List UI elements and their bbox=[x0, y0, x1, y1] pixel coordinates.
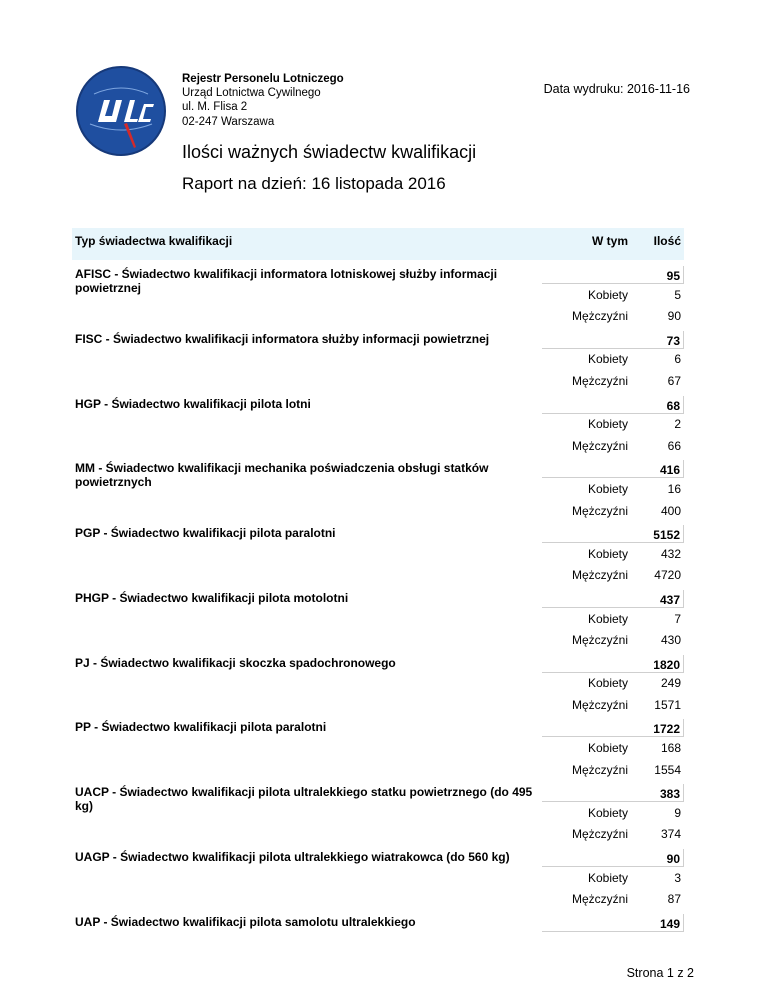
certificate-type-name: PHGP - Świadectwo kwalifikacji pilota motolotni bbox=[75, 590, 349, 605]
subrow bbox=[72, 627, 684, 649]
certificates-table bbox=[72, 228, 684, 929]
group-total: 90 bbox=[666, 852, 680, 867]
subrow-value: 1554 bbox=[654, 762, 681, 777]
group-total: 95 bbox=[666, 269, 680, 283]
group-row bbox=[72, 713, 684, 735]
subrow-value: 432 bbox=[660, 546, 681, 561]
subrow-value: 430 bbox=[660, 633, 681, 648]
header-type: Typ świadectwa kwalifikacji bbox=[75, 234, 233, 248]
certificate-type-name: PGP - Świadectwo kwalifikacji pilota paralotni bbox=[75, 526, 336, 541]
subrow bbox=[72, 886, 684, 908]
group-total: 437 bbox=[659, 592, 680, 607]
subrow-value: 4720 bbox=[654, 568, 681, 583]
subrow bbox=[72, 670, 684, 692]
group-row bbox=[72, 390, 684, 412]
subrow bbox=[72, 735, 684, 757]
subrow-value: 374 bbox=[660, 827, 681, 842]
certificate-type-name: HGP - Świadectwo kwalifikacji pilota lotni bbox=[75, 396, 311, 411]
subrow-value: 7 bbox=[674, 611, 681, 626]
subrow-value: 400 bbox=[660, 503, 681, 518]
subrow-label: Mężczyźni bbox=[571, 568, 628, 583]
org-line: Urząd Lotnictwa Cywilnego bbox=[182, 87, 321, 100]
subrow bbox=[72, 498, 684, 520]
subrow bbox=[72, 303, 684, 325]
subrow-value: 9 bbox=[674, 805, 681, 820]
certificate-group bbox=[72, 260, 684, 325]
subrow-value: 2 bbox=[674, 417, 681, 432]
subrow-label: Kobiety bbox=[587, 287, 628, 302]
group-total: 73 bbox=[666, 333, 680, 348]
subrow bbox=[72, 282, 684, 304]
subrow-value: 249 bbox=[660, 676, 681, 691]
subrow-value: 168 bbox=[660, 741, 681, 756]
subrow-value: 3 bbox=[674, 870, 681, 885]
org-name: Rejestr Personelu Lotniczego bbox=[182, 73, 344, 85]
subrow-value: 6 bbox=[674, 352, 681, 367]
header-including: W tym bbox=[592, 234, 628, 248]
certificate-type-name: AFISC - Świadectwo kwalifikacji informatora lotniskowej służby informacji powietrznej bbox=[75, 267, 498, 295]
certificate-type-name: PJ - Świadectwo kwalifikacji skoczka spadochronowego bbox=[75, 655, 396, 670]
subrow bbox=[72, 541, 684, 563]
certificate-group bbox=[72, 713, 684, 778]
subrow-label: Mężczyźni bbox=[571, 438, 628, 453]
subrow-label: Kobiety bbox=[587, 870, 628, 885]
certificate-group bbox=[72, 325, 684, 390]
subrow bbox=[72, 562, 684, 584]
certificate-type-name: UAP - Świadectwo kwalifikacji pilota samolotu ultralekkiego bbox=[75, 914, 416, 929]
certificate-group bbox=[72, 843, 684, 908]
certificate-type-name: MM - Świadectwo kwalifikacji mechanika poświadczenia obsługi statków powietrznych bbox=[75, 461, 489, 490]
subrow-label: Mężczyźni bbox=[571, 762, 628, 777]
subrow bbox=[72, 757, 684, 779]
subrow bbox=[72, 865, 684, 887]
subrow-value: 16 bbox=[667, 481, 681, 496]
subrow-label: Mężczyźni bbox=[571, 309, 628, 324]
subrow-label: Kobiety bbox=[587, 676, 628, 691]
subrow bbox=[72, 476, 684, 498]
certificate-type-name: UAGP - Świadectwo kwalifikacji pilota ultralekkiego wiatrakowca (do 560 kg) bbox=[75, 850, 510, 865]
certificate-group bbox=[72, 519, 684, 584]
certificate-group bbox=[72, 390, 684, 455]
group-total: 1820 bbox=[653, 657, 680, 672]
group-row bbox=[72, 325, 684, 347]
group-total: 1722 bbox=[653, 722, 680, 737]
subrow-value: 66 bbox=[667, 438, 681, 453]
subrow-value: 5 bbox=[674, 287, 681, 302]
report-title: Ilości ważnych świadectw kwalifikacji bbox=[182, 142, 477, 162]
certificate-group bbox=[72, 908, 684, 930]
subrow-label: Kobiety bbox=[587, 352, 628, 367]
report-subtitle: Raport na dzień: 16 listopada 2016 bbox=[182, 174, 446, 193]
subrow-label: Kobiety bbox=[587, 741, 628, 756]
certificate-group bbox=[72, 778, 684, 843]
subrow-label: Mężczyźni bbox=[571, 827, 628, 842]
subrow bbox=[72, 411, 684, 433]
group-row bbox=[72, 649, 684, 671]
subrow bbox=[72, 606, 684, 628]
subrow-value: 87 bbox=[667, 892, 681, 907]
certificate-group bbox=[72, 454, 684, 519]
certificate-type-name: PP - Świadectwo kwalifikacji pilota paralotni bbox=[75, 720, 327, 735]
subrow bbox=[72, 800, 684, 822]
subrow bbox=[72, 346, 684, 368]
group-row bbox=[72, 843, 684, 865]
subrow-value: 67 bbox=[667, 373, 681, 388]
group-total: 68 bbox=[666, 398, 680, 413]
subrow-label: Kobiety bbox=[587, 805, 628, 820]
org-address-city: 02-247 Warszawa bbox=[182, 115, 275, 128]
group-total: 416 bbox=[659, 463, 680, 478]
certificate-group bbox=[72, 649, 684, 714]
subrow bbox=[72, 821, 684, 843]
group-row bbox=[72, 908, 684, 930]
subrow-label: Kobiety bbox=[587, 611, 628, 626]
org-address-street: ul. M. Flisa 2 bbox=[182, 101, 248, 114]
subrow-label: Mężczyźni bbox=[571, 503, 628, 518]
subrow-label: Mężczyźni bbox=[571, 892, 628, 907]
subrow-label: Kobiety bbox=[587, 481, 628, 496]
ulc-logo bbox=[74, 64, 168, 158]
group-total: 5152 bbox=[653, 528, 680, 543]
subrow bbox=[72, 433, 684, 455]
group-row bbox=[72, 519, 684, 541]
certificate-type-name: FISC - Świadectwo kwalifikacji informatora służby informacji powietrznej bbox=[75, 331, 490, 346]
table-header bbox=[72, 228, 684, 260]
subrow bbox=[72, 692, 684, 714]
group-total-cell bbox=[542, 914, 684, 932]
certificate-type-name: UACP - Świadectwo kwalifikacji pilota ultralekkiego statku powietrznego (do 495 kg) bbox=[75, 785, 533, 814]
page-number: Strona 1 z 2 bbox=[626, 966, 694, 980]
print-date: Data wydruku: 2016-11-16 bbox=[543, 82, 690, 96]
organization-block bbox=[182, 72, 344, 129]
certificate-group bbox=[72, 584, 684, 649]
group-total: 383 bbox=[659, 787, 680, 802]
header-count: Ilość bbox=[653, 234, 681, 248]
group-row bbox=[72, 584, 684, 606]
subrow-label: Kobiety bbox=[587, 546, 628, 561]
subrow bbox=[72, 368, 684, 390]
group-total: 149 bbox=[659, 916, 680, 931]
subrow-label: Mężczyźni bbox=[571, 633, 628, 648]
table-body bbox=[72, 260, 684, 929]
subrow-value: 1571 bbox=[654, 697, 681, 712]
subrow-label: Mężczyźni bbox=[571, 373, 628, 388]
subrow-value: 90 bbox=[667, 309, 681, 324]
subrow-label: Kobiety bbox=[587, 417, 628, 432]
subrow-label: Mężczyźni bbox=[571, 697, 628, 712]
